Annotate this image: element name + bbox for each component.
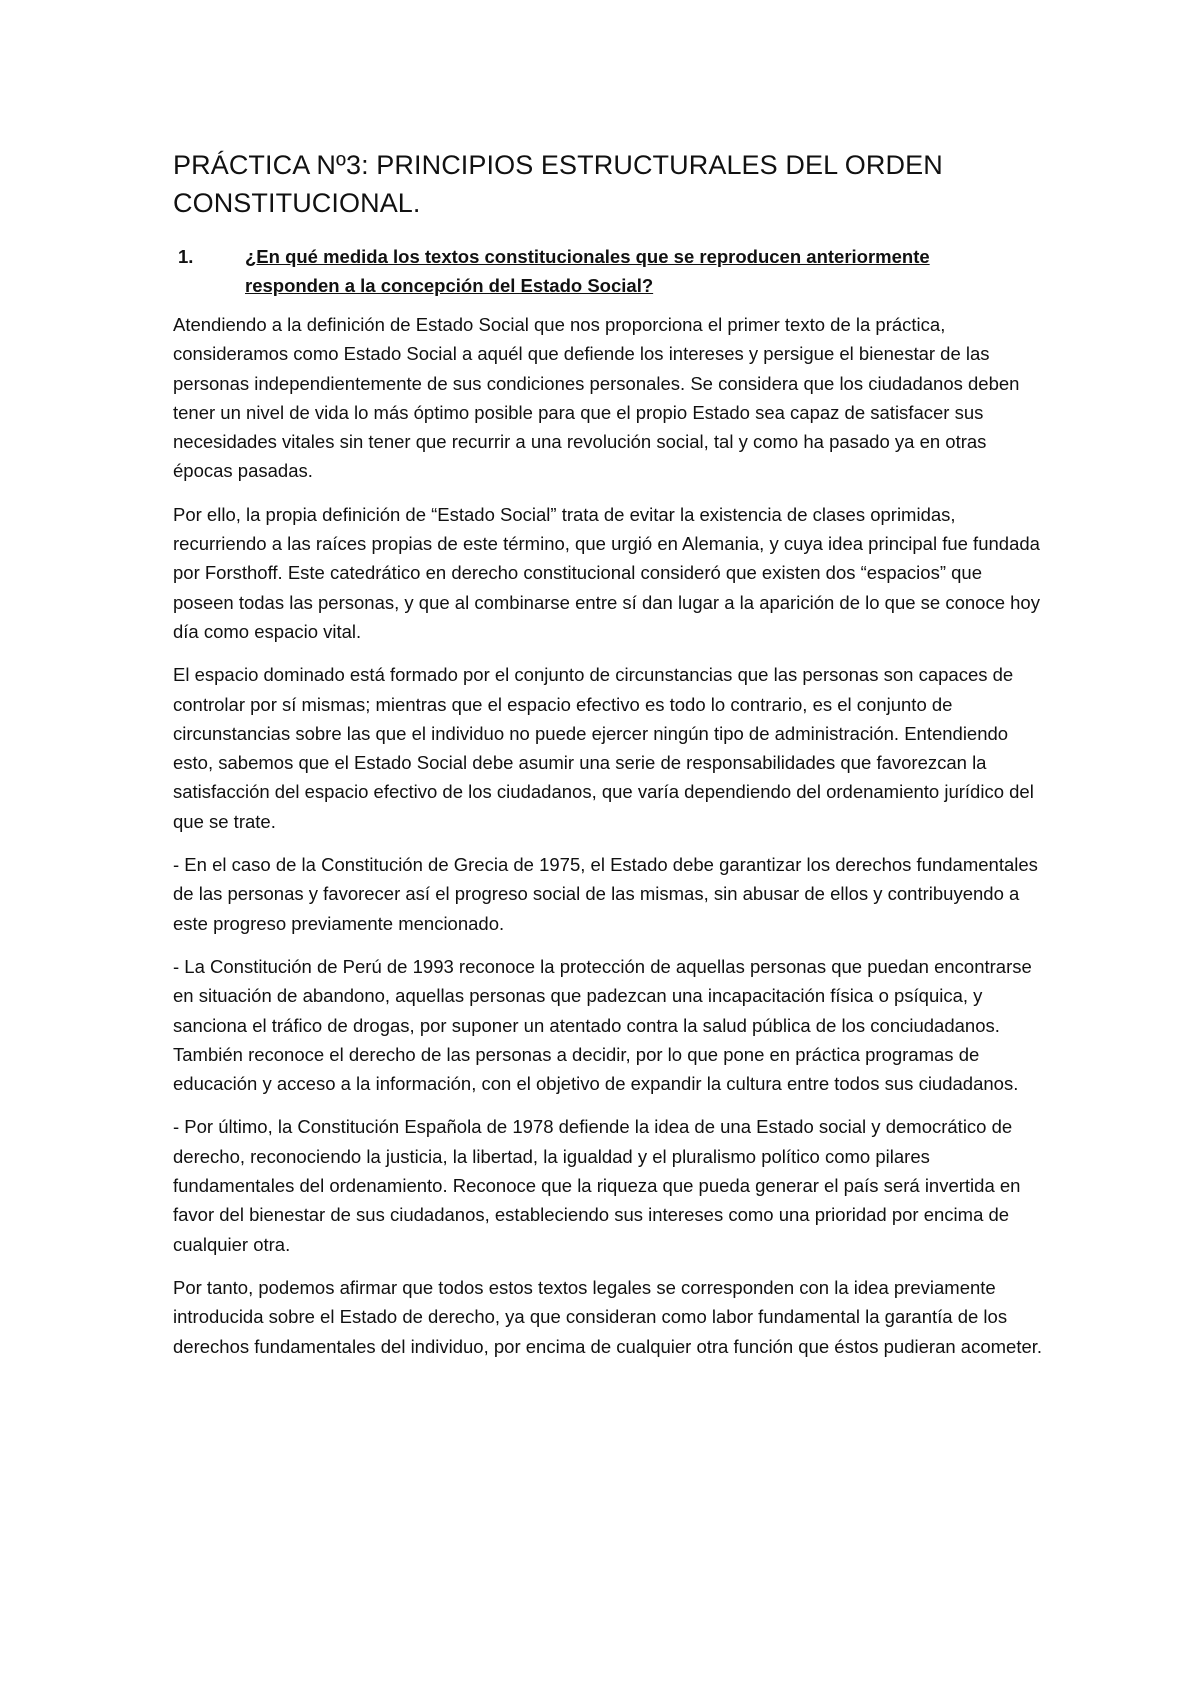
- paragraph-spaces: El espacio dominado está formado por el conjunto de circunstancias que las personas son capaces de controlar por sí mismas; mientras que el espacio efectivo es todo lo contrario, es el conjunto de circunstancias sobre las que el individuo no puede ejercer ningún tipo de administración. Entendiendo esto, sabemos que el Estado Social debe asumir una serie de responsabilidades que favorezcan la satisfacción del espacio efectivo de los ciudadanos, que varía dependiendo del ordenamiento jurídico del que se trate.: [173, 664, 1034, 832]
- question-number: 1.: [178, 246, 194, 267]
- document-content: [173, 146, 1043, 1375]
- question-item: [173, 242, 1043, 300]
- document-title: PRÁCTICA Nº3: PRINCIPIOS ESTRUCTURALES DEL ORDEN CONSTITUCIONAL.: [173, 150, 943, 218]
- paragraph-conclusion: Por tanto, podemos afirmar que todos estos textos legales se corresponden con la idea previamente introducida sobre el Estado de derecho, ya que consideran como labor fundamental la garantía de los derechos fundamentales del individuo, por encima de cualquier otra función que éstos pudieran acometer.: [173, 1276, 1043, 1357]
- question-text: ¿En qué medida los textos constitucionales que se reproducen anteriormente responden a la concepción del Estado Social?: [245, 246, 930, 296]
- paragraph-definition: Atendiendo a la definición de Estado Social que nos proporciona el primer texto de la práctica, consideramos como Estado Social a aquél que defiende los intereses y persigue el bienestar de las personas independientemente de sus condiciones personales. Se considera que los ciudadanos deben tener un nivel de vida lo más óptimo posible para que el propio Estado sea capaz de satisfacer sus necesidades vitales sin tener que recurrir a una revolución social, tal y como ha pasado ya en otras épocas pasadas.: [173, 314, 1020, 482]
- paragraph-spain: - Por último, la Constitución Española de 1978 defiende la idea de una Estado social y democrático de derecho, reconociendo la justicia, la libertad, la igualdad y el pluralismo político como pilares fundamentales del ordenamiento. Reconoce que la riqueza que pueda generar el país será invertida en favor del bienestar de sus ciudadanos, estableciendo sus intereses como una prioridad por encima de cualquier otra.: [173, 1116, 1021, 1255]
- paragraph-greece: - En el caso de la Constitución de Grecia de 1975, el Estado debe garantizar los derechos fundamentales de las personas y favorecer así el progreso social de las mismas, sin abusar de ellos y contribuyendo a este progreso previamente mencionado.: [173, 854, 1038, 934]
- paragraph-origin: Por ello, la propia definición de “Estado Social” trata de evitar la existencia de clases oprimidas, recurriendo a las raíces propias de este término, que urgió en Alemania, y cuya idea principal fue fundada por Forsthoff. Este catedrático en derecho constitucional consideró que existen dos “espacios” que poseen todas las personas, y que al combinarse entre sí dan lugar a la aparición de lo que se conoce hoy día como espacio vital.: [173, 503, 1040, 642]
- paragraph-peru: - La Constitución de Perú de 1993 reconoce la protección de aquellas personas que puedan encontrarse en situación de abandono, aquellas personas que padezcan una incapacitación física o psíquica, y sanciona el tráfico de drogas, por suponer un atentado contra la salud pública de los conciudadanos. También reconoce el derecho de las personas a decidir, por lo que pone en práctica programas de educación y acceso a la información, con el objetivo de expandir la cultura entre todos sus ciudadanos.: [173, 955, 1032, 1095]
